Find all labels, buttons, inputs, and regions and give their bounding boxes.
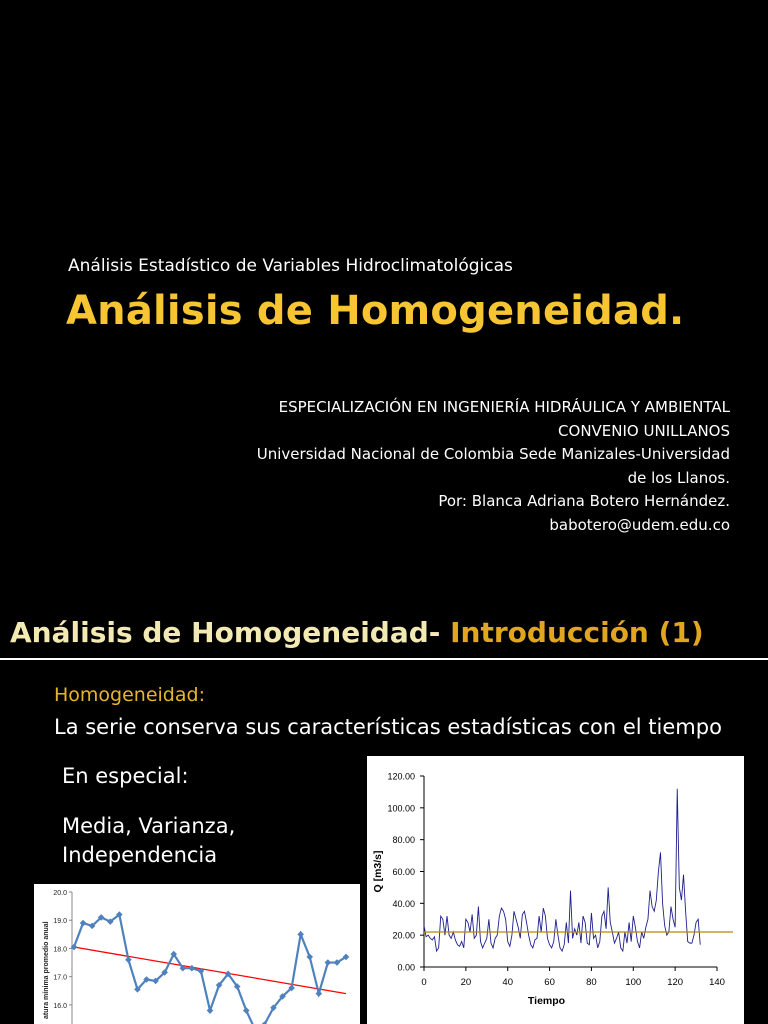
data-point-marker [243, 1007, 250, 1014]
credit-line: Universidad Nacional de Colombia Sede Manizales-Universidad [256, 445, 730, 463]
data-point-marker [80, 920, 87, 927]
x-tick-label: 120 [667, 977, 684, 988]
content-slide [0, 602, 768, 1024]
x-axis-label: Tiempo [527, 995, 566, 1007]
temperature-chart [34, 884, 360, 1024]
data-point-marker [125, 956, 132, 963]
y-tick-label: 16.0 [53, 1002, 67, 1010]
trend-line [74, 947, 346, 994]
homogeneity-definition: La serie conserva sus características estadísticas con el tiempo [54, 715, 722, 739]
y-tick-label: 100.00 [387, 803, 415, 814]
x-tick-label: 100 [625, 977, 642, 988]
y-tick-label: 0.00 [397, 962, 415, 973]
x-tick-label: 60 [544, 977, 555, 988]
data-point-marker [189, 965, 196, 972]
y-axis-label: Q [m3/s] [372, 850, 384, 893]
streamflow-chart [367, 756, 744, 1024]
y-tick-label: 40.00 [392, 898, 415, 909]
data-point-marker [297, 931, 304, 938]
homogeneity-label: Homogeneidad: [54, 684, 205, 706]
y-tick-label: 120.00 [387, 771, 415, 782]
en-especial-text: En especial: [62, 764, 189, 788]
temperature-chart-panel [34, 884, 360, 1024]
data-point-marker [207, 1007, 214, 1014]
credit-line: ESPECIALIZACIÓN EN INGENIERÍA HIDRÁULICA Y AMBIENTAL [278, 398, 730, 416]
y-tick-label: 17.0 [53, 974, 67, 982]
y-axis-label: atura mínima promedio anual [43, 921, 50, 1019]
streamflow-series-line [424, 789, 700, 951]
title-part-section: Introducción (1) [440, 616, 704, 649]
streamflow-chart-panel [367, 756, 744, 1024]
media-varianza-text: Media, Varianza, [62, 814, 236, 838]
y-tick-label: 20.00 [392, 930, 415, 941]
independencia-text: Independencia [62, 843, 218, 867]
slide-title: Análisis de Homogeneidad. [66, 288, 685, 334]
x-tick-label: 20 [460, 977, 472, 988]
data-point-marker [316, 990, 323, 997]
x-tick-label: 40 [502, 977, 514, 988]
credit-line: Por: Blanca Adriana Botero Hernández. [438, 492, 730, 510]
data-point-marker [325, 959, 332, 966]
credit-line: CONVENIO UNILLANOS [558, 421, 730, 440]
credit-line: de los Llanos. [627, 468, 730, 487]
x-tick-label: 140 [709, 977, 725, 988]
data-point-marker [306, 954, 313, 961]
x-tick-label: 80 [586, 977, 597, 988]
y-tick-label: 18.0 [53, 946, 67, 954]
x-tick-label: 0 [421, 977, 427, 988]
slide-title [10, 616, 704, 649]
credit-email[interactable]: babotero@udem.edu.co [549, 515, 730, 534]
y-tick-label: 19.0 [53, 918, 67, 926]
y-tick-label: 20.0 [53, 890, 67, 897]
title-part-main: Análisis de Homogeneidad- [10, 616, 441, 649]
slide-subtitle: Análisis Estadístico de Variables Hidroclimatológicas [68, 256, 513, 276]
title-divider [0, 658, 768, 660]
y-tick-label: 60.00 [392, 867, 415, 877]
y-tick-label: 80.00 [392, 835, 415, 846]
credits-block [170, 396, 730, 537]
